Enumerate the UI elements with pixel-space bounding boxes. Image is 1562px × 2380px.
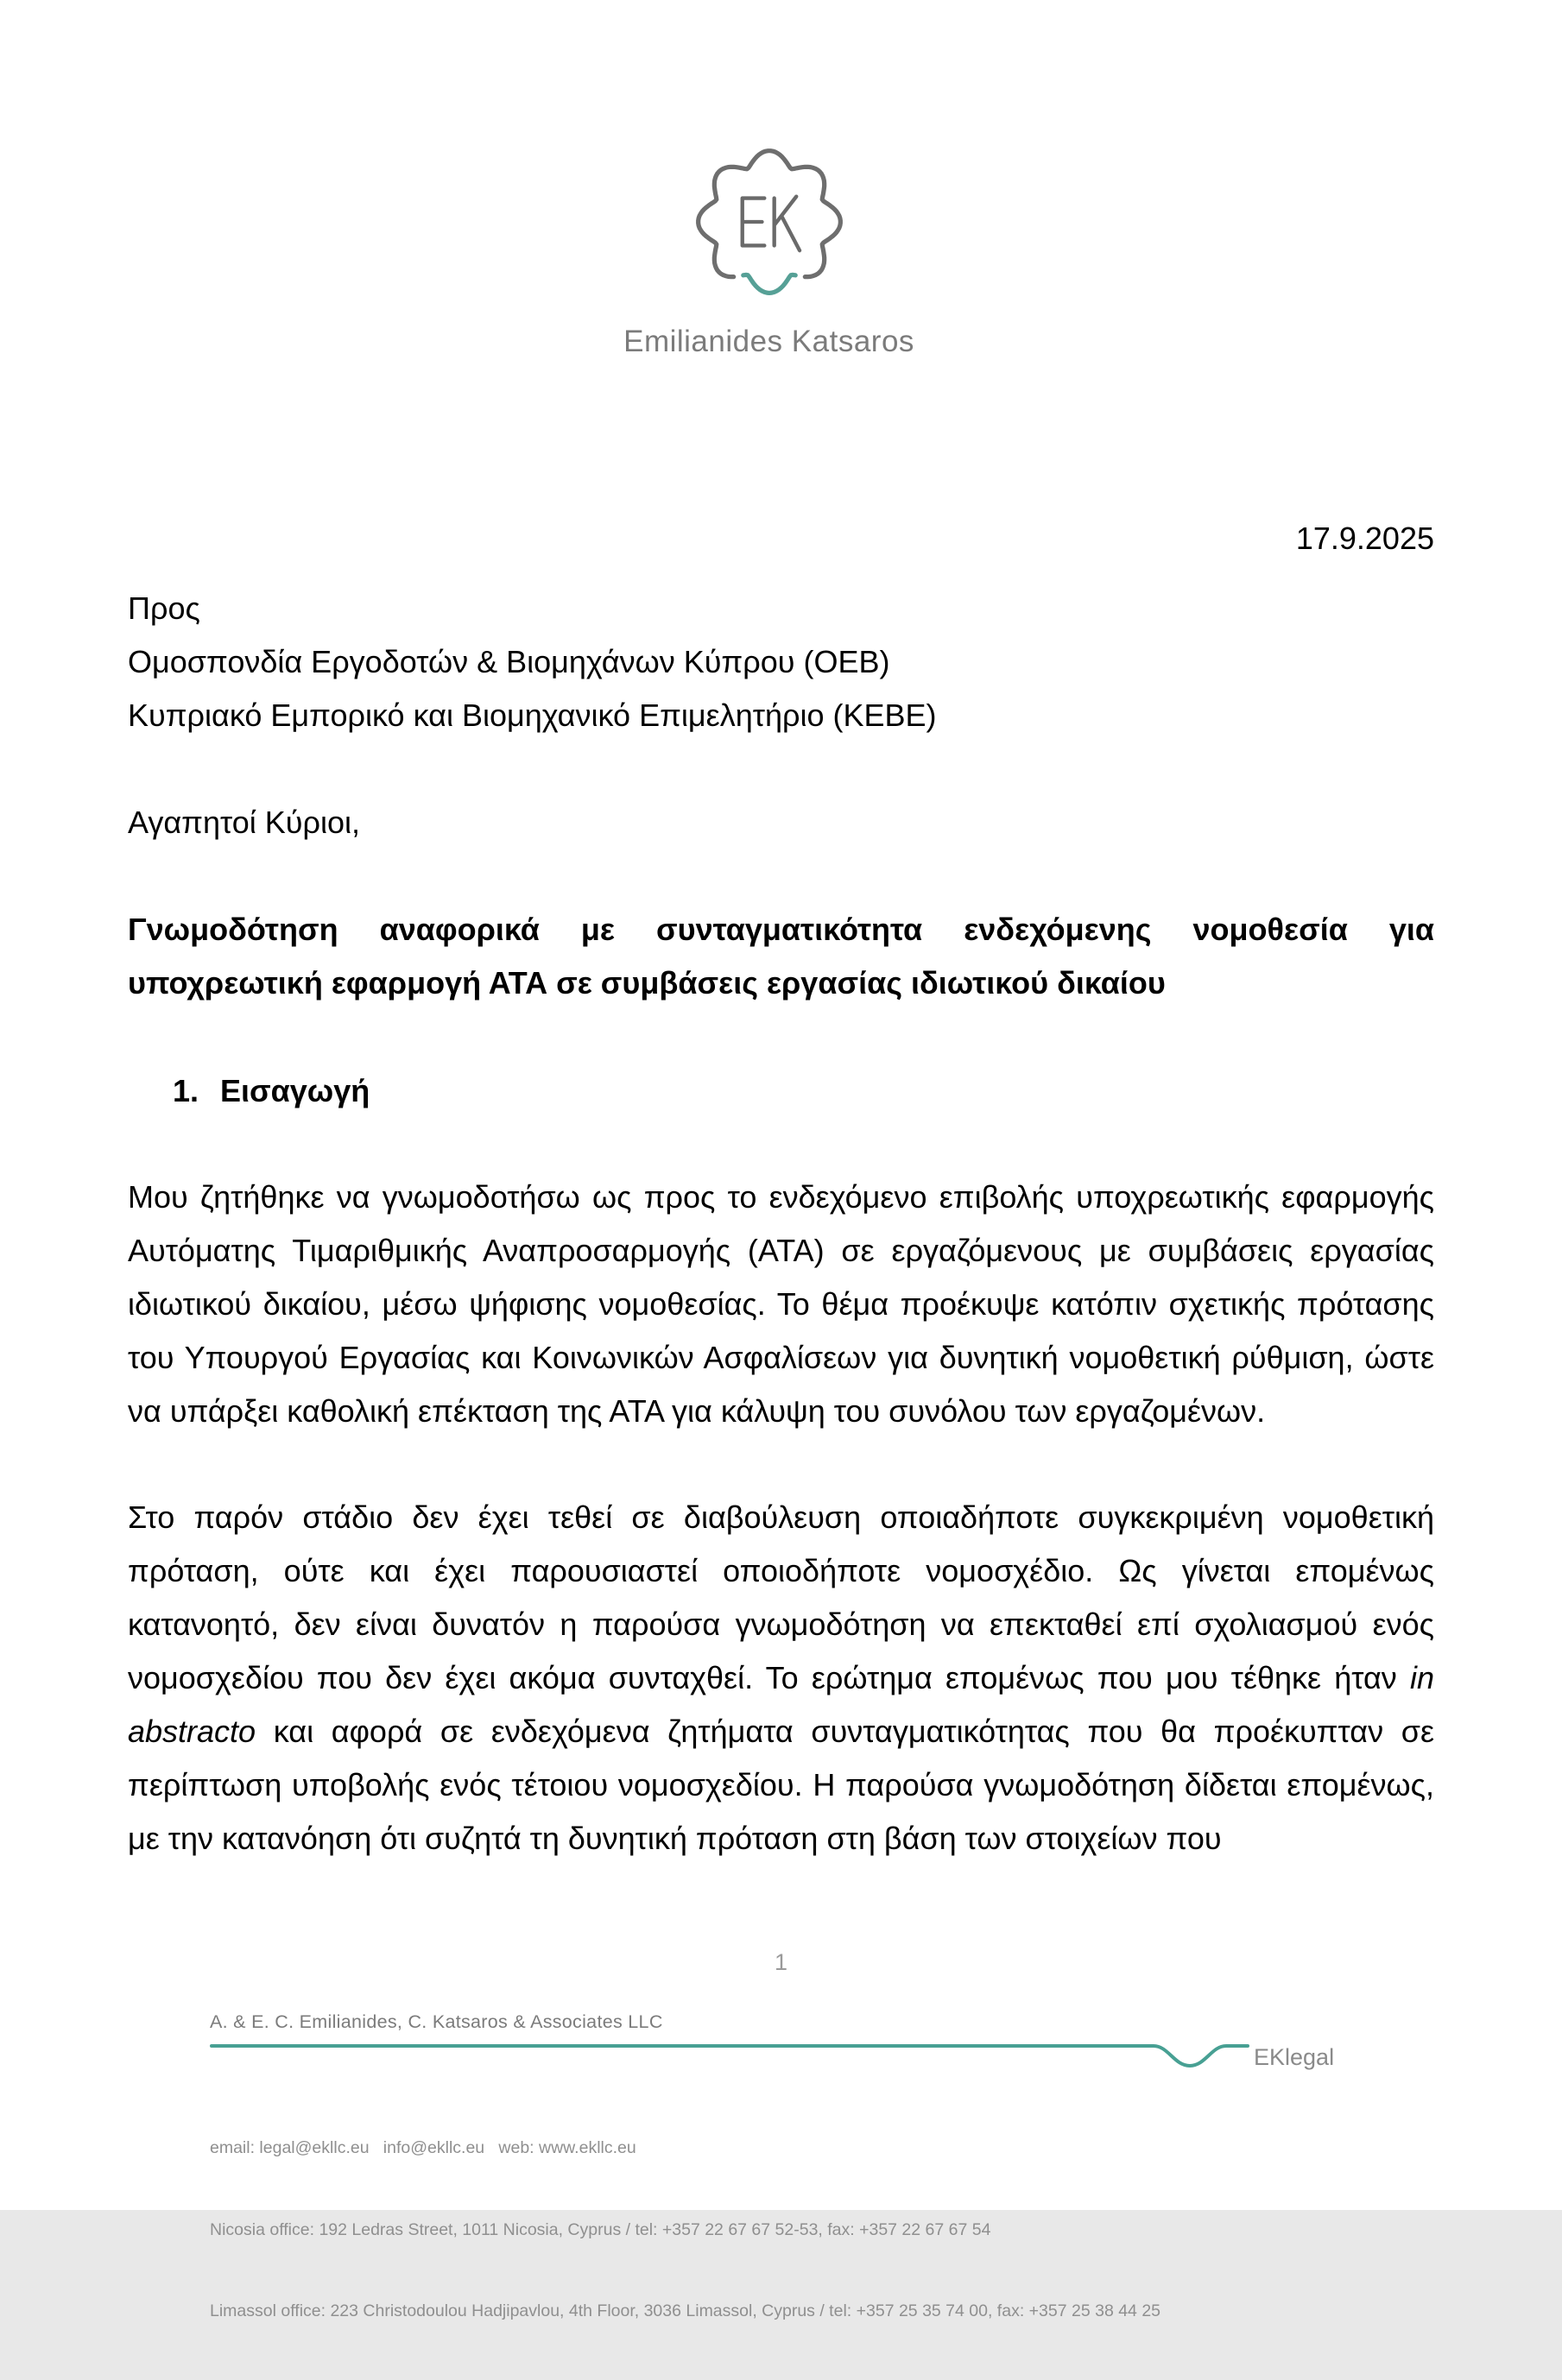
subject-heading: Γνωμοδότηση αναφορικά με συνταγματικότητα ενδεχόμενης νομοθεσία για υποχρεωτική εφαρμογή ΑΤΑ σε συμβάσεις εργασίας ιδιωτικού δικαίου — [128, 912, 1434, 1001]
greeting: Αγαπητοί Κύριοι, — [128, 805, 360, 840]
ek-seal-logo-icon — [692, 144, 847, 300]
ek-monogram-icon — [742, 197, 799, 251]
body-paragraph: Στο παρόν στάδιο δεν έχει τεθεί σε διαβούλευση οποιαδήποτε συγκεκριμένη νομοθετική πρόταση, ούτε και έχει παρουσιαστεί οποιοδήποτε νομοσχέδιο. Ως γίνεται επομένως κατανοητό, δεν είναι δυνατόν η παρούσα γνωμοδότηση να επεκταθεί επί σχολιασμού ενός νομοσχεδίου που δεν έχει ακόμα συνταχθεί. Το ερώτημα επομένως που μου τέθηκε ήταν in abstracto και αφορά σε ενδεχόμενα ζητήματα συνταγματικότητας που θα προέκυπταν σε περίπτωση υποβολής ενός τέτοιου νομοσχεδίου. Η παρούσα γνωμοδότηση δίδεται επομένως, με την κατανόηση ότι συζητά τη δυνητική πρόταση στη βάση των στοιχείων που — [128, 1499, 1434, 1856]
body-paragraph: Μου ζητήθηκε να γνωμοδοτήσω ως προς το ενδεχόμενο επιβολής υποχρεωτικής εφαρμογής Αυτόματης Τιμαριθμικής Αναπροσαρμογής (ΑΤΑ) σε εργαζόμενους με συμβάσεις εργασίας ιδιωτικού δικαίου, μέσω ψήφισης νομοθεσίας. Το θέμα προέκυψε κατόπιν σχετικής πρότασης του Υπουργού Εργασίας και Κοινωνικών Ασφαλίσεων για δυνητική νομοθετική ρύθμιση, ώστε να υπάρξει καθολική επέκταση της ΑΤΑ για κάλυψη του συνόλου των εργαζομένων. — [128, 1179, 1434, 1429]
contact-line-limassol: Limassol office: 223 Christodoulou Hadjipavlou, 4th Floor, 3036 Limassol, Cyprus / tel: +357 25 35 74 00, fax: +357 25 38 44 25 — [210, 2301, 1161, 2320]
page-number: 1 — [774, 1949, 788, 1975]
recipient-line: Κυπριακό Εμπορικό και Βιομηχανικό Επιμελητήριο (ΚΕΒΕ) — [128, 698, 937, 733]
contact-line-email: email: legal@ekllc.eu info@ekllc.eu web: www.ekllc.eu — [210, 2138, 636, 2157]
seal-outline-teal — [743, 275, 794, 293]
letter-date: 17.9.2025 — [1295, 521, 1434, 556]
eklegal-brand: EKlegal — [1254, 2044, 1335, 2070]
firm-wordmark: Emilianides Katsaros — [623, 325, 914, 358]
letter-content — [128, 0, 1434, 1865]
seal-outline-gray — [698, 151, 840, 277]
recipient-block — [128, 582, 1434, 742]
recipient-line: Ομοσπονδία Εργοδοτών & Βιομηχάνων Κύπρου (ΟΕΒ) — [128, 644, 890, 679]
footer-rule-icon — [210, 2039, 1255, 2077]
section-number: 1. — [173, 1073, 199, 1108]
footer-firm-name: A. & E. C. Emilianides, C. Katsaros & Associates LLC — [210, 2011, 663, 2032]
section-heading — [128, 1064, 1434, 1118]
contact-line-nicosia: Nicosia office: 192 Ledras Street, 1011 Nicosia, Cyprus / tel: +357 22 67 67 52-53, fax: +357 22 67 67 54 — [210, 2219, 991, 2239]
footer-contact — [210, 2080, 1160, 2380]
section-title: Εισαγωγή — [220, 1073, 370, 1108]
letterhead — [116, 0, 1422, 359]
to-label: Προς — [128, 590, 200, 626]
